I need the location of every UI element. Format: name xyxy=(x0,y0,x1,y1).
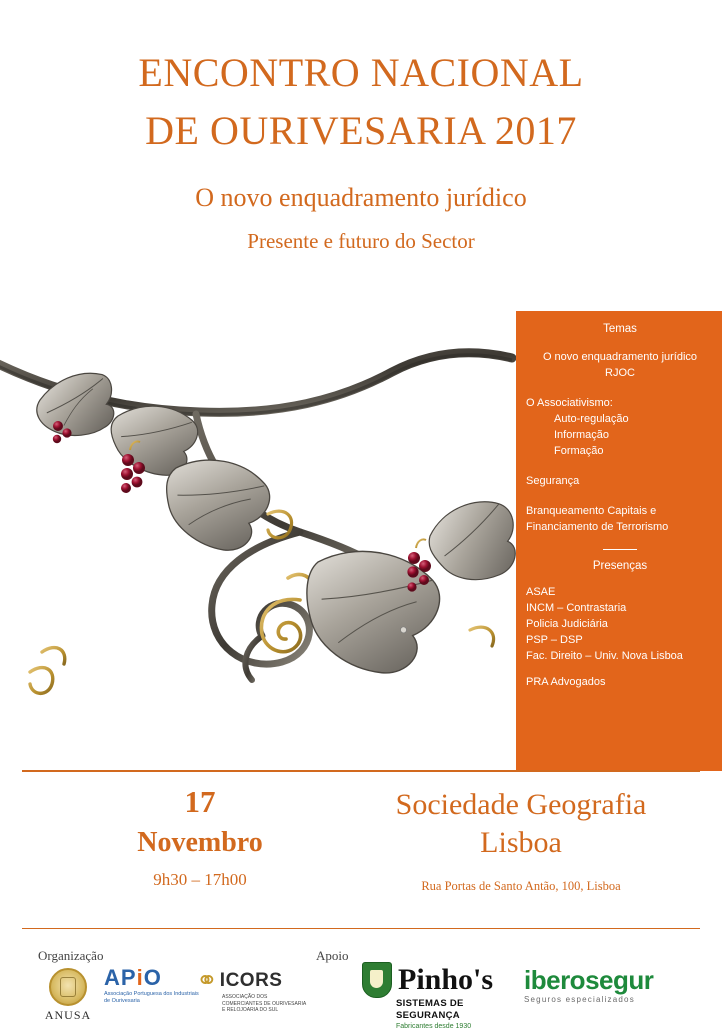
iberosegur-tagline: Seguros especializados xyxy=(524,995,635,1004)
logo-anusa xyxy=(38,968,98,1023)
presence-item: ASAE xyxy=(526,586,556,598)
theme-item: O Associativismo: xyxy=(526,397,613,409)
logo-iberosegur xyxy=(524,966,704,1006)
presence-item: Policia Judiciária xyxy=(526,618,608,630)
necklace-photo xyxy=(0,300,520,770)
venue-address: Rua Portas de Santo Antão, 100, Lisboa xyxy=(421,879,621,893)
apoio-label: Apoio xyxy=(316,948,349,963)
presence-item: PSP – DSP xyxy=(526,634,583,646)
theme-item: Auto-regulação xyxy=(554,413,629,425)
theme-item: Branqueamento Capitais e xyxy=(526,505,657,517)
presences-heading: Presenças xyxy=(592,560,648,572)
title-block xyxy=(0,44,722,258)
footer-divider xyxy=(22,928,700,929)
pinhos-wordmark: Pinho's xyxy=(398,963,494,996)
theme-item: Segurança xyxy=(526,475,580,487)
organizacao-label: Organização xyxy=(38,948,104,963)
venue-name-line-1: Sociedade Geografia xyxy=(395,788,647,821)
theme-item: RJOC xyxy=(605,367,635,379)
event-date-block xyxy=(70,782,330,894)
apio-wordmark: APiO xyxy=(104,965,162,990)
event-month: Novembro xyxy=(137,827,263,858)
spacer xyxy=(526,381,714,395)
venue-name-line-2: Lisboa xyxy=(480,826,562,859)
page-subtitle: O novo enquadramento jurídico xyxy=(195,183,527,212)
spacer xyxy=(526,489,714,503)
theme-item: Informação xyxy=(554,429,610,441)
event-hours: 9h30 – 17h00 xyxy=(153,870,247,889)
panel-divider xyxy=(603,549,637,550)
section-divider xyxy=(22,770,700,772)
icors-wordmark: ICORS xyxy=(219,970,283,991)
spacer xyxy=(526,664,714,674)
page-title-line-1: ENCONTRO NACIONAL xyxy=(138,50,584,95)
theme-item: Formação xyxy=(554,445,604,457)
shield-icon xyxy=(362,962,392,998)
apio-tagline: Associação Portuguesa dos Industriais de Ourivesaria xyxy=(104,991,199,1004)
logo-icors xyxy=(196,968,306,1014)
logo-apio xyxy=(104,966,200,1005)
theme-item: O novo enquadramento jurídico xyxy=(542,351,698,363)
themes-panel xyxy=(516,311,722,771)
pinhos-row xyxy=(362,962,512,998)
themes-heading: Temas xyxy=(603,323,637,335)
iberosegur-wordmark: iberosegur xyxy=(524,965,654,995)
pinhos-tagline: SISTEMAS DE SEGURANÇA xyxy=(396,998,464,1021)
ring-icon: ⚭ xyxy=(196,966,218,995)
event-day: 17 xyxy=(184,784,216,819)
page-title-line-2: DE OURIVESARIA 2017 xyxy=(145,108,577,153)
pinhos-since: Fabricantes desde 1930 xyxy=(396,1023,472,1030)
logo-pinhos xyxy=(362,962,512,1032)
page-subtitle-secondary: Presente e futuro do Sector xyxy=(247,229,475,253)
icors-tagline: ASSOCIAÇÃO DOS COMERCIANTES DE OURIVESARIA E RELOJOARIA DO SUL xyxy=(222,994,306,1013)
presence-item: INCM – Contrastaria xyxy=(526,602,627,614)
footer xyxy=(0,930,722,1030)
theme-item: Financiamento de Terrorismo xyxy=(526,521,669,533)
icors-row xyxy=(196,968,306,994)
event-venue-block xyxy=(336,786,706,896)
anusa-seal-icon xyxy=(49,968,87,1006)
spacer xyxy=(526,459,714,473)
anusa-label: ANUSA xyxy=(44,1008,92,1022)
presence-item: PRA Advogados xyxy=(526,676,606,688)
presence-item: Fac. Direito – Univ. Nova Lisboa xyxy=(526,650,683,662)
